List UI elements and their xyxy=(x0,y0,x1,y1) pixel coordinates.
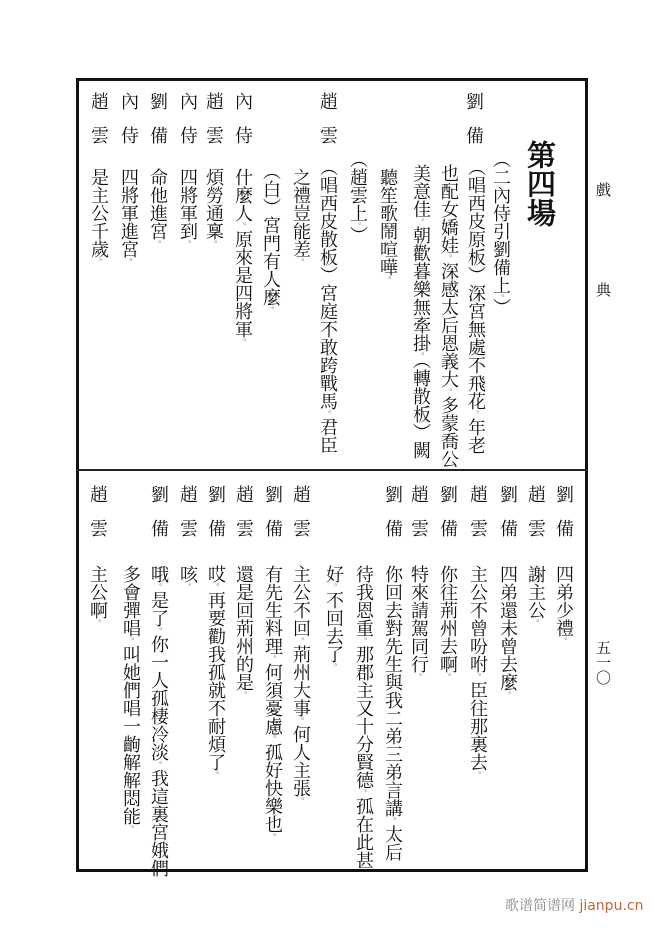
punctuation-mark: 。 xyxy=(268,655,277,663)
punctuation-mark: 。 xyxy=(471,410,480,418)
punctuation-mark: 。 xyxy=(126,825,135,833)
dialogue-line: 美意佳。朝歡暮樂無牽掛。（轉散板）闕 xyxy=(410,164,431,459)
punctuation-mark: 。 xyxy=(238,338,247,346)
punctuation-mark: 。 xyxy=(211,583,220,591)
punctuation-mark: 。 xyxy=(266,306,275,314)
punctuation-mark: 。 xyxy=(183,583,192,591)
punctuation-mark: 。 xyxy=(268,735,277,743)
dialogue-line: 主公啊。 xyxy=(87,565,108,627)
punctuation-mark: 。 xyxy=(209,240,218,248)
speaker: 趙雲 xyxy=(233,485,254,553)
punctuation-mark: 。 xyxy=(296,717,305,725)
speaker: 劉備 xyxy=(205,485,226,553)
punctuation-mark: 。 xyxy=(473,673,482,681)
dialogue-line: 你回去對先生與我二弟三弟言講。太后 xyxy=(382,565,403,861)
punctuation-mark: 。 xyxy=(238,222,247,230)
punctuation-mark: 。 xyxy=(94,258,103,266)
speaker: 劉備 xyxy=(437,485,458,553)
speaker: 趙雲 xyxy=(177,485,198,553)
dialogue-line: 特來請駕同行。 xyxy=(408,565,429,681)
speaker: 劉備 xyxy=(148,485,169,553)
punctuation-mark: 。 xyxy=(329,583,338,591)
dialogue-line: 有先生料理。何須憂慮。孤好快樂也。 xyxy=(262,565,283,841)
dialogue-line: 四將軍到。 xyxy=(177,168,198,248)
punctuation-mark: 。 xyxy=(323,410,332,418)
punctuation-mark: 。 xyxy=(153,240,162,248)
dialogue-line: 四將軍進宮。 xyxy=(118,168,139,266)
dialogue-line: 哦。是了。你一人孤棲冷淡。我這裏宮娥們 xyxy=(148,565,169,877)
punctuation-mark: 。 xyxy=(416,352,425,360)
punctuation-mark: 。 xyxy=(444,388,453,396)
dialogue-line: 主公不曾吩咐。臣往那裏去。 xyxy=(467,565,488,779)
dialogue-line: 四弟少禮。 xyxy=(553,565,574,645)
punctuation-mark: 。 xyxy=(383,276,392,284)
dialogue-line: 你往荊州去啊。 xyxy=(437,565,458,681)
watermark-en: jianpu.cn xyxy=(579,898,644,914)
dialogue-line: 待我恩重。那郡主又十分賢德。孤在此甚 xyxy=(353,565,374,869)
punctuation-mark: 。 xyxy=(388,817,397,825)
punctuation-mark: 。 xyxy=(126,637,135,645)
speaker: 趙雲 xyxy=(87,485,108,553)
speaker: 劉備 xyxy=(382,485,403,553)
dialogue-line: 還是回荊州的是。 xyxy=(233,565,254,699)
dialogue-line: 多會彈唱。叫她們唱一齣解解悶能。 xyxy=(120,565,141,833)
punctuation-mark: 。 xyxy=(503,691,512,699)
speaker: 趙雲 xyxy=(317,92,338,160)
speaker: 劉備 xyxy=(463,92,484,160)
punctuation-mark: 。 xyxy=(359,637,368,645)
watermark xyxy=(505,895,643,915)
dialogue-line: 命他進宮。 xyxy=(147,168,168,248)
page-number: 五一〇 xyxy=(594,640,612,685)
speaker: 趙雲 xyxy=(203,92,224,160)
dialogue-line: 四弟還未曾去麼。 xyxy=(497,565,518,699)
speaker: 趙雲 xyxy=(408,485,429,553)
scene-title: 第四場 xyxy=(523,140,557,227)
punctuation-mark: 。 xyxy=(154,761,163,769)
book-title-1: 戲 xyxy=(594,182,612,197)
dialogue-line: 也配女嬌娃。深感太后恩義大。多蒙喬公 xyxy=(438,164,459,468)
dialogue-line: （唱西皮散板）宮庭不敢跨戰馬。君臣 xyxy=(317,158,338,454)
punctuation-mark: 。 xyxy=(559,637,568,645)
punctuation-mark: 。 xyxy=(444,254,453,262)
dialogue-line: 是主公千歲。 xyxy=(88,168,109,266)
punctuation-mark: 。 xyxy=(359,789,368,797)
speaker: 趙雲 xyxy=(290,485,311,553)
punctuation-mark: 。 xyxy=(353,222,362,226)
punctuation-mark: 。 xyxy=(211,771,220,779)
dialogue-line: 好。不回去了。 xyxy=(323,565,344,671)
watermark-cn: 歌谱简谱网 xyxy=(505,898,575,914)
dialogue-line: 什麼人。原來是四將軍。 xyxy=(232,168,253,346)
dialogue-line: 謝主公。 xyxy=(525,565,546,627)
punctuation-mark: 。 xyxy=(443,673,452,681)
speaker: 內侍 xyxy=(232,92,253,160)
dialogue-line: 咳。 xyxy=(177,565,198,591)
punctuation-mark: 。 xyxy=(496,294,505,298)
section-divider xyxy=(76,469,588,471)
punctuation-mark: 。 xyxy=(154,583,163,591)
speaker: 趙雲 xyxy=(525,485,546,553)
dialogue-line: （唱西皮原板）深宮無處不飛花。年老 xyxy=(465,158,486,454)
speaker: 劉備 xyxy=(497,485,518,553)
dialogue-line: （白）宮門有人麼。 xyxy=(260,162,281,314)
punctuation-mark: 。 xyxy=(296,637,305,645)
punctuation-mark: 。 xyxy=(531,619,540,627)
punctuation-mark: 。 xyxy=(183,240,192,248)
dialogue-line: 之禮豈能差。 xyxy=(290,168,311,266)
dialogue-line: 哎。再要勸我孤就不耐煩了。 xyxy=(205,565,226,779)
speaker: 趙雲 xyxy=(88,92,109,160)
dialogue-line: 煩勞通稟。 xyxy=(203,168,224,248)
punctuation-mark: 。 xyxy=(296,797,305,805)
speaker: 內侍 xyxy=(177,92,198,160)
speaker: 劉備 xyxy=(147,92,168,160)
speaker: 內侍 xyxy=(118,92,139,160)
punctuation-mark: 。 xyxy=(329,663,338,671)
speaker: 劉備 xyxy=(553,485,574,553)
stage-direction: （趙雲上。） xyxy=(347,150,368,244)
punctuation-mark: 。 xyxy=(124,258,133,266)
punctuation-mark: 。 xyxy=(239,691,248,699)
book-title-2: 典 xyxy=(594,282,612,297)
punctuation-mark: 。 xyxy=(416,218,425,226)
stage-direction: （二內侍引劉備上。） xyxy=(490,150,511,316)
speaker: 劉備 xyxy=(262,485,283,553)
punctuation-mark: 。 xyxy=(473,771,482,779)
speaker: 趙雲 xyxy=(467,485,488,553)
dialogue-line: 聽笙歌鬧喧嘩。 xyxy=(377,168,398,284)
dialogue-line: 主公不回。荊州大事。何人主張。 xyxy=(290,565,311,805)
punctuation-mark: 。 xyxy=(93,619,102,627)
punctuation-mark: 。 xyxy=(154,627,163,635)
punctuation-mark: 。 xyxy=(268,833,277,841)
punctuation-mark: 。 xyxy=(296,258,305,266)
punctuation-mark: 。 xyxy=(414,673,423,681)
